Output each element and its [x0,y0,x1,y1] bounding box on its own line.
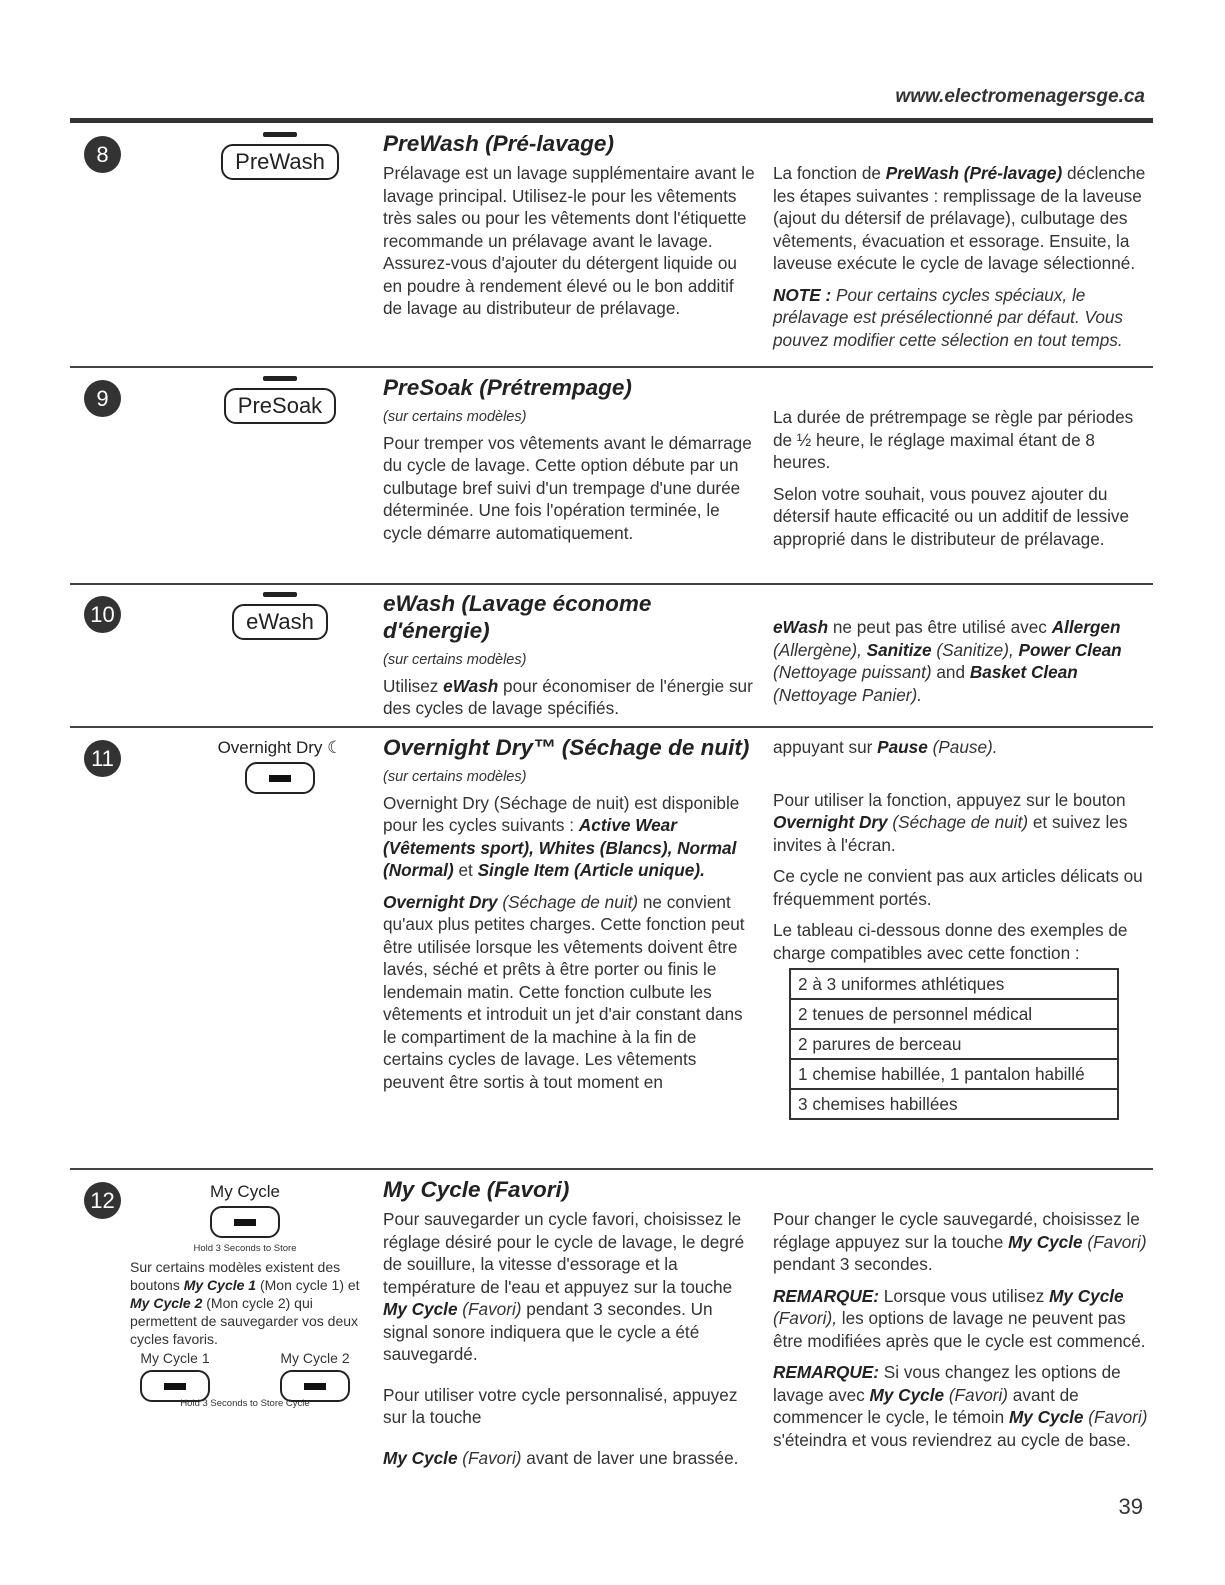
table-row: 1 chemise habillée, 1 pantalon habillé [790,1059,1118,1089]
ewash-button-icon [175,592,385,640]
divider [70,726,1153,728]
ewash-restrictions: eWash ne peut pas être utilisé avec Allergen (Allergène), Sanitize (Sanitize), Power Clean (Nettoyage puissant) and Basket Clean (Nettoyage Panier). [773,617,1122,705]
presoak-title: PreSoak (Prétrempage) [383,375,632,400]
my-cycle-left-column [383,1176,755,1478]
overnight-pause: appuyant sur Pause (Pause). [773,737,998,757]
my-cycle-remark-1: REMARQUE: Lorsque vous utilisez My Cycle (Favori), les options de lavage ne peuvent pas être modifiées après que le cycle est commencé. [773,1285,1146,1351]
indicator-light-icon [263,132,297,137]
my-cycle-right-column [773,1208,1153,1460]
presoak-button: PreSoak [224,388,336,424]
ewash-left-column [383,590,755,729]
overnight-dry-button [245,762,315,794]
overnight-title: Overnight Dry™ (Séchage de nuit) [383,735,750,760]
presoak-right-column [773,406,1153,559]
load-examples-table [789,968,1119,1120]
step-number: 9 [84,380,121,417]
top-rule [70,118,1153,123]
presoak-left-column [383,374,755,553]
my-cycle-save: Pour sauvegarder un cycle favori, choisissez le réglage désiré pour le cycle de lavage, le degré de souillure, la vitesse d'essorage et la température de l'eau et appuyez sur la touche My Cycle (Favori) pendant 3 secondes. Un signal sonore indiquera que le cycle a été sauvegardé. [383,1209,745,1364]
prewash-steps: La fonction de PreWash (Pré-lavage) déclenche les étapes suivantes : remplissage de la laveuse (ajout du détersif de prélavage), culbutage des vêtements, évacuation et essorage. Ensuite, la laveuse exécute le cycle de lavage sélectionné. [773,163,1146,273]
overnight-dry-button-icon [175,738,385,799]
moon-icon: ☾ [327,738,343,757]
overnight-table-intro: Le tableau ci-dessous donne des exemples de charge compatibles avec cette fonction : [773,920,1128,963]
prewash-button-icon [175,132,385,180]
presoak-duration: La durée de prétrempage se règle par périodes de ½ heure, le réglage maximal étant de 8 heures. [773,407,1134,472]
ewash-button: eWash [232,604,328,640]
overnight-warning: Ce cycle ne convient pas aux articles délicats ou fréquemment portés. [773,866,1143,909]
prewash-left-column [383,130,755,329]
table-row: 2 à 3 uniformes athlétiques [790,969,1118,999]
overnight-left-column [383,734,755,1102]
my-cycle-button-icon [130,1182,360,1409]
my-cycle-use: Pour utiliser votre cycle personnalisé, appuyez sur la touche [383,1384,738,1427]
section-my-cycle [70,1176,1153,1506]
divider [70,366,1153,368]
section-ewash [70,590,1153,720]
ewash-title: eWash (Lavage économe d'énergie) [383,591,652,643]
ewash-subtitle: (sur certains modèles) [383,652,527,668]
my-cycle-pair [130,1350,360,1394]
my-cycle-2-label: My Cycle 2 [280,1350,350,1366]
divider [70,583,1153,585]
overnight-usage: Pour utiliser la fonction, appuyez sur le bouton Overnight Dry (Séchage de nuit) et suivez les invites à l'écran. [773,789,1128,855]
my-cycle-before-wash: My Cycle (Favori) avant de laver une brassée. [383,1447,739,1468]
my-cycle-1-button [140,1370,210,1402]
ewash-description: Utilisez eWash pour économiser de l'énergie sur des cycles de lavage spécifiés. [383,675,753,718]
presoak-subtitle: (sur certains modèles) [383,409,527,425]
divider [70,1168,1153,1170]
my-cycle-change: Pour changer le cycle sauvegardé, choisissez le réglage appuyez sur la touche My Cycle (Favori) pendant 3 secondes. [773,1209,1147,1274]
overnight-availability: Overnight Dry (Séchage de nuit) est disponible pour les cycles suivants : Active Wear (Vêtements sport), Whites (Blancs), Normal (Normal) et Single Item (Article unique). [383,792,740,880]
my-cycle-1-label: My Cycle 1 [140,1350,210,1366]
my-cycle-remark-2: REMARQUE: Si vous changez les options de lavage avec My Cycle (Favori) avant de commencer le cycle, le témoin My Cycle (Favori) s'éteindra et vous reviendrez au cycle de base. [773,1362,1148,1450]
prewash-right-column [773,162,1153,360]
section-presoak [70,374,1153,579]
prewash-note: NOTE : Pour certains cycles spéciaux, le prélavage est présélectionné par défaut. Vous pouvez modifier cette sélection en tout temps. [773,284,1124,350]
my-cycle-button [210,1206,280,1238]
hold-cycle-label: Hold 3 Seconds to Store Cycle [180,1398,310,1409]
ewash-right-column [773,616,1153,715]
table-row: 3 chemises habillées [790,1089,1118,1119]
presoak-button-icon [175,376,385,424]
overnight-description: Overnight Dry (Séchage de nuit) ne convient qu'aux plus petites charges. Cette fonction peut être utilisée lorsque les vêtements doivent être lavés, séché et prêts à être porter ou finis le lendemain matin. Cette fonction culbute les vêtements et introduit un jet d'air constant dans le compartiment de la machine à la fin de certains cycles de lavage. Les vêtements peuvent être sortis à tout moment en [383,891,745,1092]
hold-label: Hold 3 Seconds to Store [193,1243,297,1254]
step-number: 10 [84,596,121,633]
table-row: 2 parures de berceau [790,1029,1118,1059]
indicator-light-icon [263,592,297,597]
presoak-detergent: Selon votre souhait, vous pouvez ajouter du détersif haute efficacité ou un additif de lessive approprié dans le distributeur de prélavage. [773,483,1130,549]
prewash-button: PreWash [221,144,339,180]
presoak-description: Pour tremper vos vêtements avant le démarrage du cycle de lavage. Cette option débute par un culbutage bref suivi d'un trempage d'une durée déterminée. Une fois l'opération terminée, le cycle démarre automatiquement. [383,432,752,543]
overnight-dry-label: Overnight Dry ☾ [217,738,343,757]
overnight-subtitle: (sur certains modèles) [383,769,527,785]
step-number: 12 [84,1182,121,1219]
my-cycle-2-button [280,1370,350,1402]
website-url: www.electromenagersge.ca [895,86,1145,107]
section-overnight-dry [70,734,1153,1154]
my-cycle-label: My Cycle [210,1182,280,1201]
my-cycle-note: Sur certains modèles existent des boutons My Cycle 1 (Mon cycle 1) et My Cycle 2 (Mon cycle 2) qui permettent de sauvegarder vos deux cycles favoris. [130,1259,360,1347]
overnight-right-column [773,736,1153,1120]
indicator-light-icon [263,376,297,381]
step-number: 8 [84,136,121,173]
section-prewash [70,130,1153,360]
prewash-title: PreWash (Pré-lavage) [383,131,614,156]
page-number: 39 [1118,1494,1143,1519]
my-cycle-title: My Cycle (Favori) [383,1177,570,1202]
prewash-description: Prélavage est un lavage supplémentaire avant le lavage principal. Utilisez-le pour les vêtements très sales ou pour les vêtements dont l'étiquette recommande un prélavage avant le lavage. Assurez-vous d'ajouter du détergent liquide ou en poudre à rendement élevé ou le bon additif de lavage au distributeur de prélavage. [383,163,755,318]
step-number: 11 [84,740,121,777]
table-row: 2 tenues de personnel médical [790,999,1118,1029]
